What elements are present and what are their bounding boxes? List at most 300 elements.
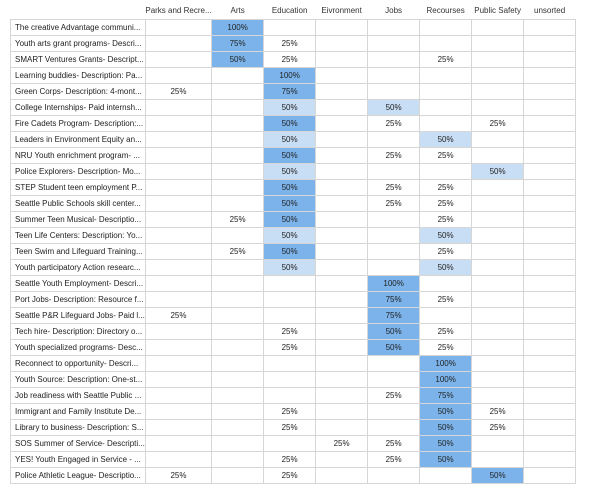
heat-cell bbox=[316, 148, 368, 164]
heat-cell: 25% bbox=[368, 452, 420, 468]
heat-cell bbox=[472, 212, 524, 228]
heat-cell bbox=[368, 212, 420, 228]
heat-cell: 50% bbox=[420, 228, 472, 244]
heat-cell bbox=[316, 132, 368, 148]
heat-cell: 50% bbox=[264, 164, 316, 180]
table-row bbox=[11, 20, 576, 36]
heat-cell bbox=[212, 292, 264, 308]
heat-cell bbox=[264, 372, 316, 388]
heat-cell bbox=[420, 276, 472, 292]
heat-cell bbox=[212, 196, 264, 212]
heat-cell: 50% bbox=[264, 228, 316, 244]
heat-cell: 25% bbox=[145, 308, 211, 324]
heat-cell bbox=[212, 420, 264, 436]
row-label: Reconnect to opportunity- Descri... bbox=[11, 356, 146, 372]
heat-cell: 25% bbox=[264, 340, 316, 356]
heat-cell bbox=[472, 388, 524, 404]
heat-cell: 25% bbox=[264, 420, 316, 436]
heat-cell bbox=[212, 276, 264, 292]
heat-cell bbox=[420, 84, 472, 100]
heat-cell bbox=[524, 20, 576, 36]
heat-cell: 25% bbox=[472, 404, 524, 420]
heat-cell bbox=[472, 340, 524, 356]
heat-cell bbox=[145, 260, 211, 276]
heat-cell bbox=[264, 308, 316, 324]
heat-cell bbox=[212, 324, 264, 340]
row-label: Seattle P&R Lifeguard Jobs- Paid l... bbox=[11, 308, 146, 324]
heat-cell bbox=[316, 20, 368, 36]
row-label: Police Explorers- Description- Mo... bbox=[11, 164, 146, 180]
row-label: SOS Summer of Service- Descripti... bbox=[11, 436, 146, 452]
heat-cell bbox=[145, 292, 211, 308]
heat-cell bbox=[145, 340, 211, 356]
heat-cell: 50% bbox=[264, 196, 316, 212]
table-row bbox=[11, 68, 576, 84]
heat-cell bbox=[145, 228, 211, 244]
heat-cell bbox=[145, 100, 211, 116]
heat-cell bbox=[145, 356, 211, 372]
heat-cell bbox=[368, 468, 420, 484]
heat-cell bbox=[472, 308, 524, 324]
heat-cell bbox=[316, 84, 368, 100]
heat-cell: 50% bbox=[264, 132, 316, 148]
heat-cell: 25% bbox=[472, 420, 524, 436]
heat-cell: 100% bbox=[212, 20, 264, 36]
heat-cell bbox=[316, 100, 368, 116]
row-label: Youth arts grant programs- Descri... bbox=[11, 36, 146, 52]
heat-cell bbox=[472, 68, 524, 84]
row-label: Teen Swim and Lifeguard Training... bbox=[11, 244, 146, 260]
table-row bbox=[11, 36, 576, 52]
row-label: Police Athletic League- Descriptio... bbox=[11, 468, 146, 484]
heat-cell bbox=[212, 372, 264, 388]
row-label: Port Jobs- Description: Resource f... bbox=[11, 292, 146, 308]
heat-cell bbox=[316, 468, 368, 484]
heat-cell bbox=[472, 84, 524, 100]
heat-cell bbox=[212, 228, 264, 244]
heat-cell bbox=[145, 212, 211, 228]
heat-cell bbox=[472, 20, 524, 36]
heat-cell: 25% bbox=[264, 36, 316, 52]
heat-cell: 100% bbox=[420, 356, 472, 372]
heat-cell bbox=[524, 212, 576, 228]
table-row bbox=[11, 452, 576, 468]
table-row bbox=[11, 84, 576, 100]
heat-cell bbox=[145, 52, 211, 68]
heat-cell bbox=[316, 340, 368, 356]
table-row bbox=[11, 100, 576, 116]
heat-cell bbox=[145, 196, 211, 212]
heat-cell bbox=[145, 164, 211, 180]
heat-cell bbox=[524, 452, 576, 468]
heat-cell: 50% bbox=[264, 180, 316, 196]
heat-cell: 50% bbox=[264, 116, 316, 132]
heat-cell bbox=[472, 452, 524, 468]
row-label: STEP Student teen employment P... bbox=[11, 180, 146, 196]
heat-cell bbox=[145, 148, 211, 164]
heat-cell: 100% bbox=[264, 68, 316, 84]
heat-cell bbox=[145, 388, 211, 404]
heat-cell bbox=[368, 420, 420, 436]
heat-cell: 75% bbox=[368, 308, 420, 324]
heat-cell bbox=[145, 180, 211, 196]
table-row bbox=[11, 212, 576, 228]
heat-cell bbox=[524, 164, 576, 180]
table-row bbox=[11, 308, 576, 324]
heat-cell bbox=[472, 132, 524, 148]
heat-cell bbox=[264, 276, 316, 292]
heat-cell: 50% bbox=[368, 340, 420, 356]
heat-cell bbox=[368, 404, 420, 420]
heat-cell bbox=[472, 196, 524, 212]
heat-cell bbox=[524, 420, 576, 436]
heat-cell bbox=[212, 388, 264, 404]
table-row bbox=[11, 228, 576, 244]
heat-cell bbox=[368, 260, 420, 276]
heat-cell bbox=[368, 372, 420, 388]
heat-cell: 25% bbox=[145, 468, 211, 484]
heat-cell bbox=[145, 420, 211, 436]
heat-cell bbox=[145, 244, 211, 260]
heat-cell: 100% bbox=[368, 276, 420, 292]
row-label: YES! Youth Engaged in Service - ... bbox=[11, 452, 146, 468]
heat-cell: 50% bbox=[472, 164, 524, 180]
heat-cell bbox=[420, 164, 472, 180]
heat-cell: 50% bbox=[368, 100, 420, 116]
heat-cell bbox=[145, 20, 211, 36]
row-label: NRU Youth enrichment program- ... bbox=[11, 148, 146, 164]
table-row bbox=[11, 468, 576, 484]
column-header: Jobs bbox=[385, 6, 403, 15]
heat-cell bbox=[524, 436, 576, 452]
heat-cell bbox=[212, 404, 264, 420]
row-label: Immigrant and Family Institute De... bbox=[11, 404, 146, 420]
table-row bbox=[11, 404, 576, 420]
heat-cell bbox=[316, 388, 368, 404]
heat-cell bbox=[368, 52, 420, 68]
heat-cell bbox=[212, 116, 264, 132]
heat-cell bbox=[524, 308, 576, 324]
heat-cell bbox=[145, 452, 211, 468]
heat-cell bbox=[316, 164, 368, 180]
table-row bbox=[11, 260, 576, 276]
heat-cell bbox=[212, 164, 264, 180]
heat-cell bbox=[420, 20, 472, 36]
heat-cell bbox=[472, 436, 524, 452]
heat-cell: 50% bbox=[368, 324, 420, 340]
column-header: Recourses bbox=[426, 6, 465, 15]
heat-cell bbox=[524, 100, 576, 116]
heat-cell bbox=[524, 180, 576, 196]
heat-cell: 100% bbox=[420, 372, 472, 388]
heat-cell bbox=[420, 36, 472, 52]
heat-cell bbox=[145, 68, 211, 84]
heat-cell: 25% bbox=[316, 436, 368, 452]
heat-cell bbox=[145, 372, 211, 388]
heat-cell: 25% bbox=[145, 84, 211, 100]
heat-cell bbox=[316, 36, 368, 52]
heat-cell bbox=[524, 468, 576, 484]
heat-cell: 25% bbox=[420, 148, 472, 164]
table-row bbox=[11, 148, 576, 164]
column-header: Education bbox=[271, 6, 308, 15]
heat-cell: 50% bbox=[420, 436, 472, 452]
table-row bbox=[11, 52, 576, 68]
table-row bbox=[11, 356, 576, 372]
heat-cell bbox=[212, 132, 264, 148]
row-label: Youth specialized programs- Desc... bbox=[11, 340, 146, 356]
row-label: The creative Advantage communi... bbox=[11, 20, 146, 36]
heat-cell: 25% bbox=[420, 196, 472, 212]
row-label: Job readiness with Seattle Public ... bbox=[11, 388, 146, 404]
heat-cell bbox=[472, 244, 524, 260]
column-header: Eivronment bbox=[321, 6, 362, 15]
heat-cell bbox=[145, 116, 211, 132]
heat-cell bbox=[420, 68, 472, 84]
heat-cell: 25% bbox=[264, 324, 316, 340]
heat-cell bbox=[524, 228, 576, 244]
heat-cell bbox=[524, 292, 576, 308]
heat-cell bbox=[524, 132, 576, 148]
heat-cell bbox=[145, 132, 211, 148]
heat-cell: 50% bbox=[420, 132, 472, 148]
heat-cell: 25% bbox=[420, 324, 472, 340]
column-header-row bbox=[11, 2, 576, 20]
heat-cell bbox=[316, 292, 368, 308]
heat-cell: 75% bbox=[420, 388, 472, 404]
heat-cell bbox=[420, 100, 472, 116]
heat-cell bbox=[368, 132, 420, 148]
heat-cell bbox=[264, 436, 316, 452]
table-row bbox=[11, 196, 576, 212]
table-row bbox=[11, 388, 576, 404]
heat-cell bbox=[472, 324, 524, 340]
heat-cell bbox=[145, 276, 211, 292]
heat-cell: 25% bbox=[368, 196, 420, 212]
heat-cell bbox=[212, 84, 264, 100]
row-label: College Internships- Paid internsh... bbox=[11, 100, 146, 116]
heat-cell bbox=[472, 36, 524, 52]
heat-cell bbox=[316, 260, 368, 276]
heat-cell: 50% bbox=[212, 52, 264, 68]
heat-cell bbox=[316, 324, 368, 340]
heat-cell: 25% bbox=[420, 340, 472, 356]
heat-cell bbox=[316, 244, 368, 260]
heat-cell bbox=[368, 164, 420, 180]
heat-cell bbox=[316, 452, 368, 468]
heat-cell: 50% bbox=[420, 404, 472, 420]
row-label: Tech hire- Description: Directory o... bbox=[11, 324, 146, 340]
heat-cell bbox=[316, 228, 368, 244]
row-label: Teen Life Centers: Description: Yo... bbox=[11, 228, 146, 244]
table-row bbox=[11, 340, 576, 356]
table-row bbox=[11, 276, 576, 292]
heat-cell bbox=[316, 420, 368, 436]
table-row bbox=[11, 436, 576, 452]
row-label: Seattle Youth Employment- Descri... bbox=[11, 276, 146, 292]
heat-cell: 50% bbox=[472, 468, 524, 484]
heat-cell bbox=[145, 404, 211, 420]
heat-cell bbox=[472, 52, 524, 68]
heat-cell: 50% bbox=[264, 244, 316, 260]
heat-cell bbox=[472, 372, 524, 388]
corner-header bbox=[11, 2, 146, 20]
heat-cell bbox=[368, 244, 420, 260]
table-row bbox=[11, 132, 576, 148]
heat-cell: 50% bbox=[264, 148, 316, 164]
heat-cell bbox=[212, 68, 264, 84]
heat-cell bbox=[524, 356, 576, 372]
heatmap-table bbox=[10, 2, 576, 484]
heat-cell bbox=[212, 468, 264, 484]
heat-cell bbox=[264, 356, 316, 372]
heat-cell bbox=[316, 116, 368, 132]
row-label: Seattle Public Schools skill center... bbox=[11, 196, 146, 212]
heat-cell bbox=[212, 308, 264, 324]
heat-cell bbox=[368, 68, 420, 84]
heat-cell bbox=[264, 20, 316, 36]
heat-cell: 25% bbox=[368, 148, 420, 164]
heat-cell: 50% bbox=[264, 260, 316, 276]
heat-cell bbox=[472, 292, 524, 308]
heat-cell bbox=[368, 36, 420, 52]
heat-cell: 25% bbox=[420, 244, 472, 260]
heat-cell bbox=[264, 292, 316, 308]
heat-cell: 25% bbox=[420, 212, 472, 228]
heat-cell bbox=[420, 468, 472, 484]
heat-cell bbox=[145, 36, 211, 52]
heat-cell: 25% bbox=[212, 244, 264, 260]
heat-cell bbox=[212, 260, 264, 276]
heat-cell bbox=[524, 276, 576, 292]
table-row bbox=[11, 372, 576, 388]
table-row bbox=[11, 420, 576, 436]
heat-cell bbox=[212, 100, 264, 116]
heat-cell bbox=[472, 148, 524, 164]
table-row bbox=[11, 164, 576, 180]
heat-cell bbox=[316, 180, 368, 196]
heat-cell: 25% bbox=[212, 212, 264, 228]
heat-cell: 75% bbox=[264, 84, 316, 100]
heat-cell bbox=[472, 260, 524, 276]
heat-cell: 50% bbox=[420, 420, 472, 436]
column-header: Arts bbox=[230, 6, 245, 15]
heat-cell bbox=[316, 404, 368, 420]
heat-cell: 25% bbox=[472, 116, 524, 132]
heat-cell bbox=[316, 276, 368, 292]
table-row bbox=[11, 324, 576, 340]
heat-cell bbox=[524, 372, 576, 388]
heat-cell bbox=[316, 212, 368, 228]
heat-cell bbox=[524, 388, 576, 404]
heat-cell bbox=[524, 148, 576, 164]
row-label: Learning buddies- Description: Pa... bbox=[11, 68, 146, 84]
heat-cell bbox=[368, 84, 420, 100]
heat-cell bbox=[316, 356, 368, 372]
table-row bbox=[11, 180, 576, 196]
heat-cell bbox=[212, 356, 264, 372]
heat-cell bbox=[524, 52, 576, 68]
row-label: Library to business- Description: S... bbox=[11, 420, 146, 436]
heat-cell bbox=[145, 324, 211, 340]
heat-cell bbox=[524, 36, 576, 52]
column-header: unsorted bbox=[534, 6, 566, 15]
heat-cell bbox=[524, 340, 576, 356]
row-label: Fire Cadets Program- Description:... bbox=[11, 116, 146, 132]
heat-cell: 25% bbox=[264, 452, 316, 468]
table-row bbox=[11, 292, 576, 308]
heat-cell: 25% bbox=[264, 52, 316, 68]
row-label: Youth participatory Action researc... bbox=[11, 260, 146, 276]
heat-cell: 25% bbox=[264, 468, 316, 484]
heat-cell bbox=[524, 244, 576, 260]
heat-cell bbox=[524, 196, 576, 212]
heat-cell bbox=[420, 308, 472, 324]
heat-cell: 50% bbox=[420, 452, 472, 468]
heat-cell bbox=[264, 388, 316, 404]
heat-cell bbox=[472, 180, 524, 196]
heat-cell: 25% bbox=[368, 180, 420, 196]
heat-cell bbox=[368, 20, 420, 36]
row-label: Youth Source: Description: One-st... bbox=[11, 372, 146, 388]
heat-cell bbox=[212, 340, 264, 356]
heat-cell bbox=[524, 116, 576, 132]
heat-cell bbox=[472, 100, 524, 116]
heat-cell: 50% bbox=[264, 100, 316, 116]
heat-cell: 25% bbox=[420, 180, 472, 196]
row-label: Leaders in Environment Equity an... bbox=[11, 132, 146, 148]
heat-cell bbox=[524, 68, 576, 84]
heat-cell bbox=[472, 228, 524, 244]
heat-cell bbox=[472, 276, 524, 292]
heat-cell bbox=[316, 68, 368, 84]
heat-cell: 25% bbox=[368, 388, 420, 404]
heat-cell bbox=[472, 356, 524, 372]
heat-cell bbox=[212, 180, 264, 196]
row-label: SMART Ventures Grants- Descript... bbox=[11, 52, 146, 68]
heat-cell bbox=[368, 228, 420, 244]
heat-cell: 50% bbox=[264, 212, 316, 228]
row-label: Summer Teen Musical- Descriptio... bbox=[11, 212, 146, 228]
heat-cell bbox=[212, 452, 264, 468]
heat-cell: 75% bbox=[212, 36, 264, 52]
heat-cell: 25% bbox=[264, 404, 316, 420]
table-row bbox=[11, 116, 576, 132]
heat-cell: 25% bbox=[368, 116, 420, 132]
table-row bbox=[11, 244, 576, 260]
heat-cell bbox=[316, 52, 368, 68]
heat-cell bbox=[316, 308, 368, 324]
heat-cell bbox=[212, 148, 264, 164]
heat-cell bbox=[316, 372, 368, 388]
heat-cell: 25% bbox=[420, 292, 472, 308]
column-header: Public Safety bbox=[474, 6, 521, 15]
heat-cell: 25% bbox=[420, 52, 472, 68]
column-header: Parks and Recre... bbox=[145, 6, 212, 15]
heat-cell bbox=[145, 436, 211, 452]
heat-cell bbox=[368, 356, 420, 372]
heat-cell bbox=[316, 196, 368, 212]
heat-cell bbox=[524, 324, 576, 340]
heat-cell: 50% bbox=[420, 260, 472, 276]
heat-cell: 25% bbox=[368, 436, 420, 452]
row-label: Green Corps- Description: 4-mont... bbox=[11, 84, 146, 100]
heat-cell bbox=[420, 116, 472, 132]
heat-cell bbox=[524, 84, 576, 100]
heat-cell bbox=[524, 404, 576, 420]
heat-cell bbox=[524, 260, 576, 276]
heat-cell: 75% bbox=[368, 292, 420, 308]
